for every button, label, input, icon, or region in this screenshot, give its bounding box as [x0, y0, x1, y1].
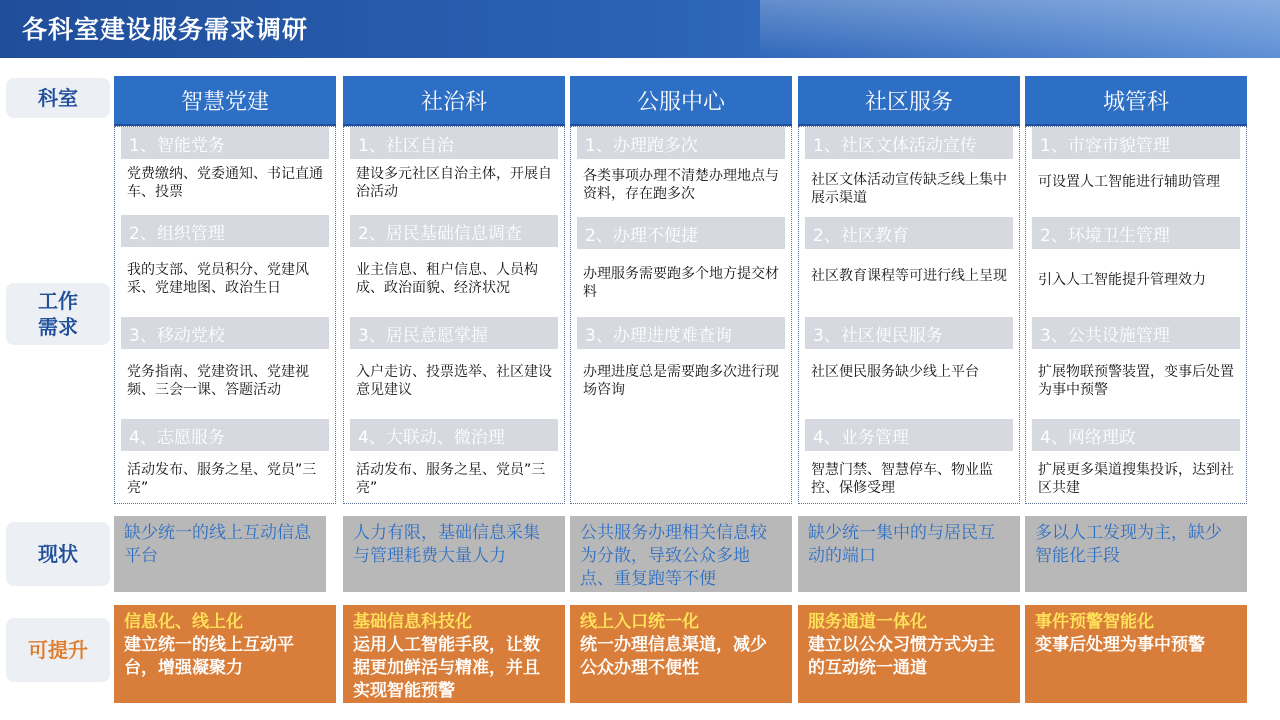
row-label-dept [6, 78, 110, 118]
need-text: 智慧门禁、智慧停车、物业监控、保修受理 [811, 462, 993, 496]
need-title: 3、公共设施管理 [1032, 317, 1240, 349]
need-text: 可设置人工智能进行辅助管理 [1038, 174, 1220, 190]
need-text: 入户走访、投票选举、社区建设意见建议 [356, 364, 552, 398]
improve-text: 建立统一的线上互动平台，增强凝聚力 [124, 635, 294, 678]
improve-title: 信息化、线上化 [124, 612, 243, 632]
need-title: 4、大联动、微治理 [350, 419, 558, 451]
need-title: 3、社区便民服务 [805, 317, 1013, 349]
need-title: 3、移动党校 [121, 317, 329, 349]
page-title: 各科室建设服务需求调研 [22, 15, 309, 44]
need-text: 业主信息、租户信息、人员构成、政治面貌、经济状况 [356, 262, 538, 296]
need-title: 3、办理进度难查询 [577, 317, 785, 349]
improve-text: 统一办理信息渠道，减少公众办理不便性 [580, 635, 767, 678]
column-header-governance: 社治科 [343, 76, 565, 126]
improve-box-city-management [1025, 605, 1247, 703]
need-text: 党务指南、党建资讯、党建视频、三会一课、答题活动 [127, 364, 309, 398]
improve-box-community-service [798, 605, 1020, 703]
need-title: 4、志愿服务 [121, 419, 329, 451]
row-label-needs-line1: 工作 [38, 289, 78, 313]
need-text: 各类事项办理不清楚办理地点与资料，存在跑多次 [583, 168, 779, 202]
improve-title: 服务通道一体化 [808, 612, 927, 632]
improve-box-party [114, 605, 336, 703]
need-title: 3、居民意愿掌握 [350, 317, 558, 349]
row-label-needs [6, 283, 110, 345]
need-text: 建设多元社区自治主体，开展自治活动 [356, 166, 552, 200]
need-text: 引入人工智能提升管理效力 [1038, 272, 1206, 288]
need-title: 1、智能党务 [121, 127, 329, 159]
need-text: 社区教育课程等可进行线上呈现 [811, 268, 1007, 284]
need-title: 4、网络理政 [1032, 419, 1240, 451]
need-title: 1、办理跑多次 [577, 127, 785, 159]
row-label-status [6, 522, 110, 586]
row-label-status-text: 现状 [38, 542, 78, 566]
improve-title: 事件预警智能化 [1035, 612, 1154, 632]
improve-box-public-service [570, 605, 792, 703]
need-text: 党费缴纳、党委通知、书记直通车、投票 [127, 166, 323, 200]
need-title: 2、居民基础信息调查 [350, 215, 558, 247]
status-box-public-service: 公共服务办理相关信息较为分散，导致公众多地点、重复跑等不便 [570, 516, 792, 592]
need-title: 4、业务管理 [805, 419, 1013, 451]
column-header-party: 智慧党建 [114, 76, 336, 126]
status-box-community-service: 缺少统一集中的与居民互动的端口 [798, 516, 1020, 592]
need-text: 社区便民服务缺少线上平台 [811, 364, 979, 380]
status-box-governance: 人力有限，基础信息采集与管理耗费大量人力 [343, 516, 565, 592]
need-text: 社区文体活动宣传缺乏线上集中展示渠道 [811, 172, 1007, 206]
needs-box-public-service [570, 126, 792, 504]
need-text: 我的支部、党员积分、党建风采、党建地图、政治生日 [127, 262, 309, 296]
needs-box-city-management [1025, 126, 1247, 504]
title-bar-shade [760, 0, 1280, 58]
improve-text: 建立以公众习惯方式为主的互动统一通道 [808, 635, 995, 678]
need-title: 1、市容市貌管理 [1032, 127, 1240, 159]
title-bar [0, 0, 1280, 58]
improve-title: 线上入口统一化 [580, 612, 699, 632]
improve-title: 基础信息科技化 [353, 612, 472, 632]
need-text: 办理进度总是需要跑多次进行现场咨询 [583, 364, 779, 398]
column-header-community-service: 社区服务 [798, 76, 1020, 126]
need-text: 办理服务需要跑多个地方提交材料 [583, 266, 779, 300]
need-title: 2、组织管理 [121, 215, 329, 247]
needs-box-party [114, 126, 336, 504]
need-title: 1、社区自治 [350, 127, 558, 159]
row-label-improve [6, 618, 110, 682]
improve-text: 变事后处理为事中预警 [1035, 635, 1205, 655]
needs-box-community-service [798, 126, 1020, 504]
column-header-public-service: 公服中心 [570, 76, 792, 126]
need-title: 2、环境卫生管理 [1032, 217, 1240, 249]
status-box-city-management: 多以人工发现为主，缺少智能化手段 [1025, 516, 1247, 592]
row-label-dept-text: 科室 [38, 86, 78, 110]
row-label-needs-line2: 需求 [38, 315, 78, 339]
row-label-improve-text: 可提升 [28, 638, 88, 662]
improve-box-governance [343, 605, 565, 703]
need-text: 活动发布、服务之星、党员”三亮” [127, 462, 317, 496]
need-title: 2、办理不便捷 [577, 217, 785, 249]
need-title: 2、社区教育 [805, 217, 1013, 249]
status-box-party: 缺少统一的线上互动信息平台 [114, 516, 326, 592]
improve-text: 运用人工智能手段，让数据更加鲜活与精准，并且实现智能预警 [353, 635, 540, 701]
need-text: 扩展物联预警装置，变事后处置为事中预警 [1038, 364, 1234, 398]
needs-box-governance [343, 126, 565, 504]
column-header-city-management: 城管科 [1025, 76, 1247, 126]
need-title: 1、社区文体活动宣传 [805, 127, 1013, 159]
need-text: 扩展更多渠道搜集投诉，达到社区共建 [1038, 462, 1234, 496]
need-text: 活动发布、服务之星、党员”三亮” [356, 462, 546, 496]
row-label-needs-text [38, 288, 78, 340]
